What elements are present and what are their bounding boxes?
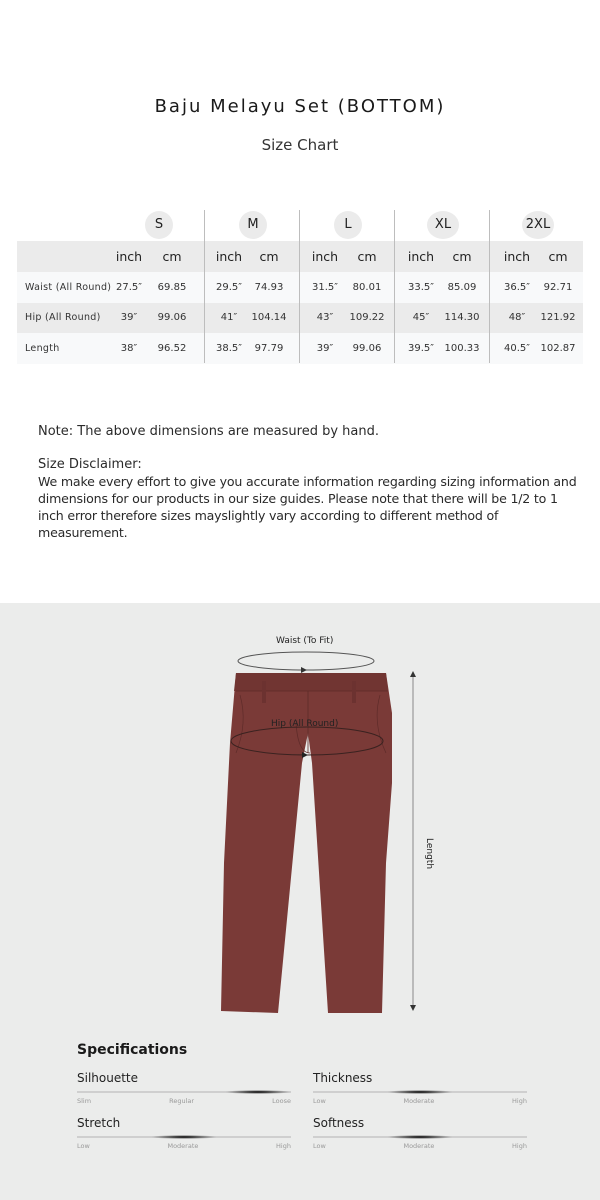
scale-mid: Regular: [169, 1097, 195, 1105]
length-label: Length: [424, 838, 434, 870]
spec-slider-track: [313, 1091, 527, 1093]
size-badge-s: S: [145, 211, 173, 239]
spec-slider-track: [77, 1136, 291, 1138]
hip-label: Hip (All Round): [271, 719, 339, 729]
disclaimer-text: We make every effort to give you accurate information regarding sizing information and dimensions for our products in our size guides. Please note that there will be 1/2 to 1 inch error therefore sizes mayslightly vary according to different method of measurement.: [38, 474, 577, 540]
cell-cm: 99.06: [352, 342, 382, 354]
cell-inch: 39″: [316, 342, 334, 354]
unit-cm: cm: [162, 249, 182, 264]
cell-cm: 74.93: [254, 281, 284, 293]
unit-inch: inch: [407, 249, 435, 264]
unit-cm: cm: [357, 249, 377, 264]
measurement-note: Note: The above dimensions are measured by hand.: [38, 424, 379, 439]
spec-slider-track: [77, 1091, 291, 1093]
scale-mid: Moderate: [403, 1142, 435, 1150]
cell-inch: 45″: [412, 312, 430, 324]
unit-cm: cm: [548, 249, 568, 264]
page-subtitle: Size Chart: [261, 136, 339, 154]
cell-inch: 48″: [508, 312, 526, 324]
cell-inch: 36.5″: [503, 281, 530, 293]
waist-label: Waist (To Fit): [276, 636, 334, 646]
column-divider: [299, 210, 300, 363]
cell-cm: 121.92: [540, 312, 576, 324]
spec-silhouette: [77, 1071, 291, 1105]
unit-inch: inch: [311, 249, 339, 264]
column-divider: [394, 210, 395, 363]
cell-cm: 100.33: [444, 342, 480, 354]
unit-cm: cm: [259, 249, 279, 264]
spec-marker: [151, 1135, 217, 1139]
size-badge-l: L: [334, 211, 362, 239]
scale-high: High: [276, 1142, 291, 1150]
page-title: Baju Melayu Set (BOTTOM): [154, 96, 446, 117]
spec-marker: [225, 1090, 291, 1094]
cell-cm: 114.30: [444, 312, 480, 324]
size-chart-table: [17, 210, 583, 364]
table-row-waist: [17, 272, 583, 303]
size-badge-xl: XL: [427, 211, 459, 239]
cell-inch: 40.5″: [503, 342, 530, 354]
cell-cm: 69.85: [157, 281, 187, 293]
cell-cm: 92.71: [543, 281, 573, 293]
scale-low: Low: [313, 1142, 326, 1150]
cell-cm: 102.87: [540, 342, 576, 354]
row-label: Hip (All Round): [25, 312, 101, 324]
spec-stretch: [77, 1116, 291, 1150]
scale-high: High: [512, 1097, 527, 1105]
spec-name: Stretch: [77, 1116, 121, 1130]
spec-marker: [387, 1090, 453, 1094]
spec-name: Thickness: [313, 1071, 373, 1085]
column-divider: [489, 210, 490, 363]
cell-cm: 85.09: [447, 281, 477, 293]
cell-cm: 109.22: [349, 312, 385, 324]
scale-low: Slim: [77, 1097, 92, 1105]
spec-name: Softness: [313, 1116, 365, 1130]
cell-cm: 80.01: [352, 281, 382, 293]
scale-low: Low: [77, 1142, 90, 1150]
unit-cm: cm: [452, 249, 472, 264]
cell-inch: 41″: [220, 312, 238, 324]
row-label: Waist (All Round): [25, 281, 112, 293]
unit-inch: inch: [215, 249, 243, 264]
row-label: Length: [25, 342, 60, 354]
scale-high: Loose: [272, 1097, 291, 1105]
cell-cm: 97.79: [254, 342, 284, 354]
cell-cm: 96.52: [157, 342, 187, 354]
cell-inch: 43″: [316, 312, 334, 324]
spec-name: Silhouette: [77, 1071, 139, 1085]
unit-inch: inch: [503, 249, 531, 264]
disclaimer-heading: Size Disclaimer:: [38, 457, 142, 472]
cell-cm: 99.06: [157, 312, 187, 324]
cell-inch: 39″: [120, 312, 138, 324]
spec-slider-track: [313, 1136, 527, 1138]
pants-illustration: [0, 603, 600, 1033]
table-row-hip: [17, 303, 583, 334]
cell-inch: 33.5″: [407, 281, 434, 293]
scale-low: Low: [313, 1097, 326, 1105]
size-header-row: [17, 210, 583, 241]
table-row-length: [17, 333, 583, 364]
size-badge-2xl: 2XL: [522, 211, 554, 239]
cell-inch: 27.5″: [115, 281, 142, 293]
scale-high: High: [512, 1142, 527, 1150]
cell-inch: 29.5″: [215, 281, 242, 293]
spec-marker: [387, 1135, 453, 1139]
cell-inch: 39.5″: [407, 342, 434, 354]
cell-cm: 104.14: [251, 312, 287, 324]
size-badge-m: M: [239, 211, 267, 239]
spec-thickness: [313, 1071, 527, 1105]
cell-inch: 38.5″: [215, 342, 242, 354]
unit-inch: inch: [115, 249, 143, 264]
cell-inch: 38″: [120, 342, 138, 354]
unit-header-row: [17, 241, 583, 272]
column-divider: [204, 210, 205, 363]
specifications-title: Specifications: [77, 1042, 188, 1058]
cell-inch: 31.5″: [311, 281, 338, 293]
scale-mid: Moderate: [403, 1097, 435, 1105]
scale-mid: Moderate: [167, 1142, 199, 1150]
spec-softness: [313, 1116, 527, 1150]
